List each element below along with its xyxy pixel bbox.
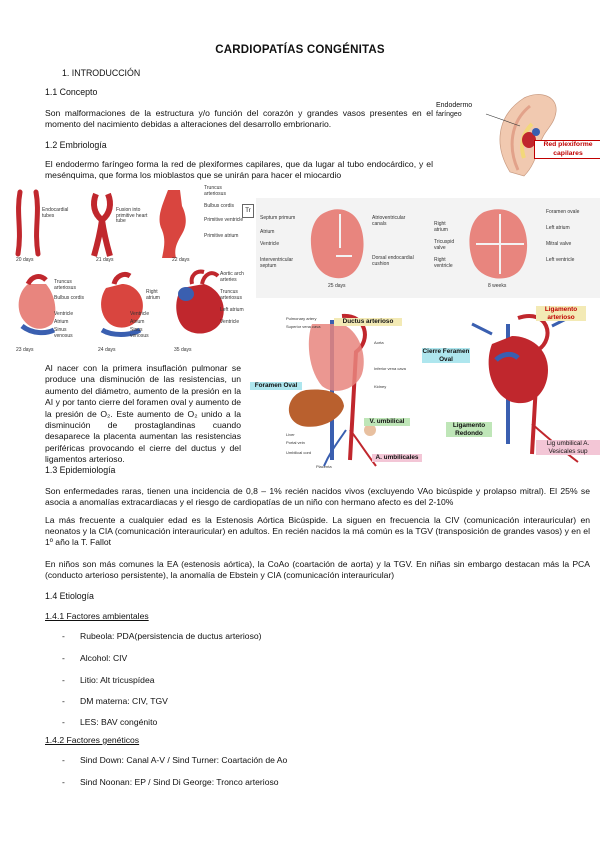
list-item: - Sind Noonan: EP / Sind Di George: Tronco arterioso — [62, 777, 279, 787]
paragraph-epidemiologia-2: La más frecuente a cualquier edad es la Estenosis Aórtica Bicúspide. La siguen en frecuencia la CIV (comunicación interauricular) en neonatos y la CIA (comunicación interauricular) en adultos. En recién nacidos la má común es la TGV (transposición de grandes vasos) y en el 1º año la T. Fallot — [45, 515, 590, 547]
tag-lig-umbilical: Lig umbilical A. Vesicales sup — [536, 440, 600, 455]
list-item-text: Sind Down: Canal A-V / Sind Turner: Coartación de Ao — [80, 755, 288, 765]
postnatal-circulation-figure — [422, 304, 600, 466]
list-item: - DM materna: CIV, TGV — [62, 696, 168, 706]
heading-epidemiologia: 1.3 Epidemiología — [45, 465, 116, 475]
label-liver: Liver — [286, 432, 295, 437]
label-ventricle-23: Ventricle — [54, 311, 74, 317]
heading-embriologia: 1.2 Embriología — [45, 140, 107, 150]
label-kidney: Kidney — [374, 384, 387, 389]
label-bulbus-22: Bulbus cordis — [204, 203, 235, 209]
label-septum-primum: Septum primum — [260, 215, 296, 221]
label-right-ventricle-8w: Right ventricle — [434, 257, 453, 269]
list-item: - Rubeola: PDA(persistencia de ductus arterioso) — [62, 631, 262, 641]
fetal-circulation-illustration — [246, 310, 450, 470]
paragraph-embriologia: El endodermo faríngeo forma la red de plexiformes capilares, que da lugar al tubo endocárdico, y el mesénquima, que forma los mioblastos que se unirán para hacer el miocardio — [45, 159, 433, 180]
label-sup-vena-cava: Superior vena cava — [286, 324, 321, 329]
label-right-atrium-8w: Right atrium — [434, 221, 448, 233]
subheading-factores-geneticos: 1.4.2 Factores genéticos — [45, 735, 140, 745]
list-item: - Alcohol: CIV — [62, 653, 128, 663]
label-primitive-ventricle: Primitive ventricle — [204, 217, 244, 223]
label-bulbus-23: Bulbus cordis — [54, 295, 85, 301]
label-fusion-heart-tube: Fusion into primitive heart tube — [116, 207, 148, 224]
label-truncus-23: Truncus arteriosus — [54, 279, 76, 291]
heading-concepto: 1.1 Concepto — [45, 87, 98, 97]
caption-24-days: 24 days — [98, 347, 116, 353]
tag-ligamento-arterioso: Ligamento arterioso — [536, 306, 586, 321]
embryo-figure — [432, 86, 600, 176]
list-item-text: LES: BAV congénito — [80, 717, 158, 727]
subheading-factores-ambientales: 1.4.1 Factores ambientales — [45, 611, 149, 621]
list-item-text: Alcohol: CIV — [80, 653, 128, 663]
caption-35-days: 35 days — [174, 347, 192, 353]
label-right-atrium-24: Right atrium — [146, 289, 160, 301]
label-ventricle-35: Ventricle — [220, 319, 240, 325]
label-dorsal-cushion: Dorsal endocardial cushion — [372, 255, 414, 267]
label-pulmonary-artery: Pulmonary artery — [286, 316, 317, 321]
label-truncus-35: Truncus arteriosus — [220, 289, 242, 301]
label-atrium-24: Atrium — [130, 319, 145, 325]
label-red-plexiforme: Red plexiforme capilares — [534, 140, 600, 159]
caption-20-days: 20 days — [16, 257, 34, 263]
label-left-atrium-8w: Left atrium — [546, 225, 570, 231]
tag-ligamento-redondo: Ligamento Redondo — [446, 422, 492, 437]
caption-25-days: 25 days — [328, 283, 346, 289]
label-atrium-23: Atrium — [54, 319, 69, 325]
label-placenta: Placenta — [316, 464, 332, 469]
label-portal-vein: Portal vein — [286, 440, 305, 445]
list-item-text: Sind Noonan: EP / Sind Di George: Tronco arterioso — [80, 777, 279, 787]
paragraph-concepto: Son malformaciones de la estructura y/o función del corazón y grandes vasos presentes en el momento del nacimiento debidas a alteraciones del desarrollo embrionario. — [45, 108, 433, 129]
list-item-text: Litio: Alt tricuspídea — [80, 675, 155, 685]
label-aortic-arch: Aortic arch arteries — [220, 271, 244, 283]
label-primitive-atrium: Primitive atrium — [204, 233, 239, 239]
label-endocardial-tubes: Endocardial tubes — [42, 207, 69, 219]
label-left-atrium-35: Left atrium — [220, 307, 244, 313]
label-endodermo-faringeo: Endodermo faríngeo — [436, 102, 473, 118]
caption-8-weeks: 8 weeks — [488, 283, 507, 289]
label-av-canals: Atrioventricular canals — [372, 215, 406, 227]
septation-figure — [256, 198, 600, 298]
cropped-box: Tr — [242, 204, 254, 218]
tag-foramen-oval: Foramen Oval — [250, 382, 302, 390]
list-item: - Sind Down: Canal A-V / Sind Turner: Coartación de Ao — [62, 755, 288, 765]
page-title: CARDIOPATÍAS CONGÉNITAS — [215, 44, 385, 56]
heart-development-figure — [6, 184, 256, 359]
label-umbilical-cord: Umbilical cord — [286, 450, 312, 455]
label-truncus-22: Truncus arteriosus — [204, 185, 226, 197]
tag-v-umbilical: V. umbilical — [364, 418, 410, 426]
list-item: - Litio: Alt tricuspídea — [62, 675, 155, 685]
list-item-text: DM materna: CIV, TGV — [80, 696, 168, 706]
label-atrium-sep: Atrium — [260, 229, 275, 235]
heading-etiologia: 1.4 Etiología — [45, 591, 94, 601]
tag-ductus-arterioso: Ductus arterioso — [334, 318, 402, 326]
list-item: - LES: BAV congénito — [62, 717, 158, 727]
label-mitral: Mitral valve — [546, 241, 572, 247]
paragraph-epidemiologia-3: En niños son más comunes la EA (estenosis aórtica), la CoAo (coartación de aorta) y la TGV. En niñas sin embargo destacan más la PCA (conducto arterioso persistente), la anomalía de Ebstein y CIA (comunicacíón interauricular) — [45, 559, 590, 580]
caption-21-days: 21 days — [96, 257, 114, 263]
label-foramen-ovale: Foramen ovale — [546, 209, 580, 215]
paragraph-circulacion: Al nacer con la primera insuflación pulmonar se produce una disminución de las resistencias, un aumento del diámetro, aumento de la presión en la AI y por tanto cierre del foramen oval y aumento de la presión de O₂. Este aumento de O₂ unido a la disminución de prostaglandinas cuando desaparece la placenta aumentan las resistencias periféricas provocando el cierre del ductus y del ligamentos arterioso. — [45, 363, 241, 465]
tag-cierre-foramen: Cierre Feramen Oval — [422, 348, 470, 363]
label-sinus-23: Sinus venosus — [54, 327, 73, 339]
label-ventricle-24: Ventricle — [130, 311, 150, 317]
label-tricuspid: Tricuspid valve — [434, 239, 455, 251]
label-iv-septum: Interventricular septum — [260, 257, 294, 269]
tag-a-umbilicales: A. umbilicales — [372, 454, 422, 462]
paragraph-epidemiologia-1: Son enfermedades raras, tienen una incidencia de 0,8 – 1% recién nacidos vivos (excluyendo VAo bicúspide y prolapso mitral). El 25% se asocia a anomalías extracardiacas y el riesgo de cardiopatías de un niño con hermano afecto es del 2-10% — [45, 486, 590, 507]
label-ventricle-sep: Ventricle — [260, 241, 280, 247]
label-aorta: Aorta — [374, 340, 384, 345]
label-left-ventricle-8w: Left ventricle — [546, 257, 575, 263]
label-inf-vena-cava: Inferior vena cava — [374, 366, 406, 371]
label-sinus-24: Sinus venosus — [130, 327, 149, 339]
embryo-illustration — [432, 86, 600, 176]
fetal-circulation-figure — [246, 310, 450, 470]
caption-22-days: 22 days — [172, 257, 190, 263]
caption-23-days: 23 days — [16, 347, 34, 353]
list-item-text: Rubeola: PDA(persistencia de ductus arterioso) — [80, 631, 262, 641]
section-heading-introduccion: 1. INTRODUCCIÓN — [62, 68, 141, 78]
